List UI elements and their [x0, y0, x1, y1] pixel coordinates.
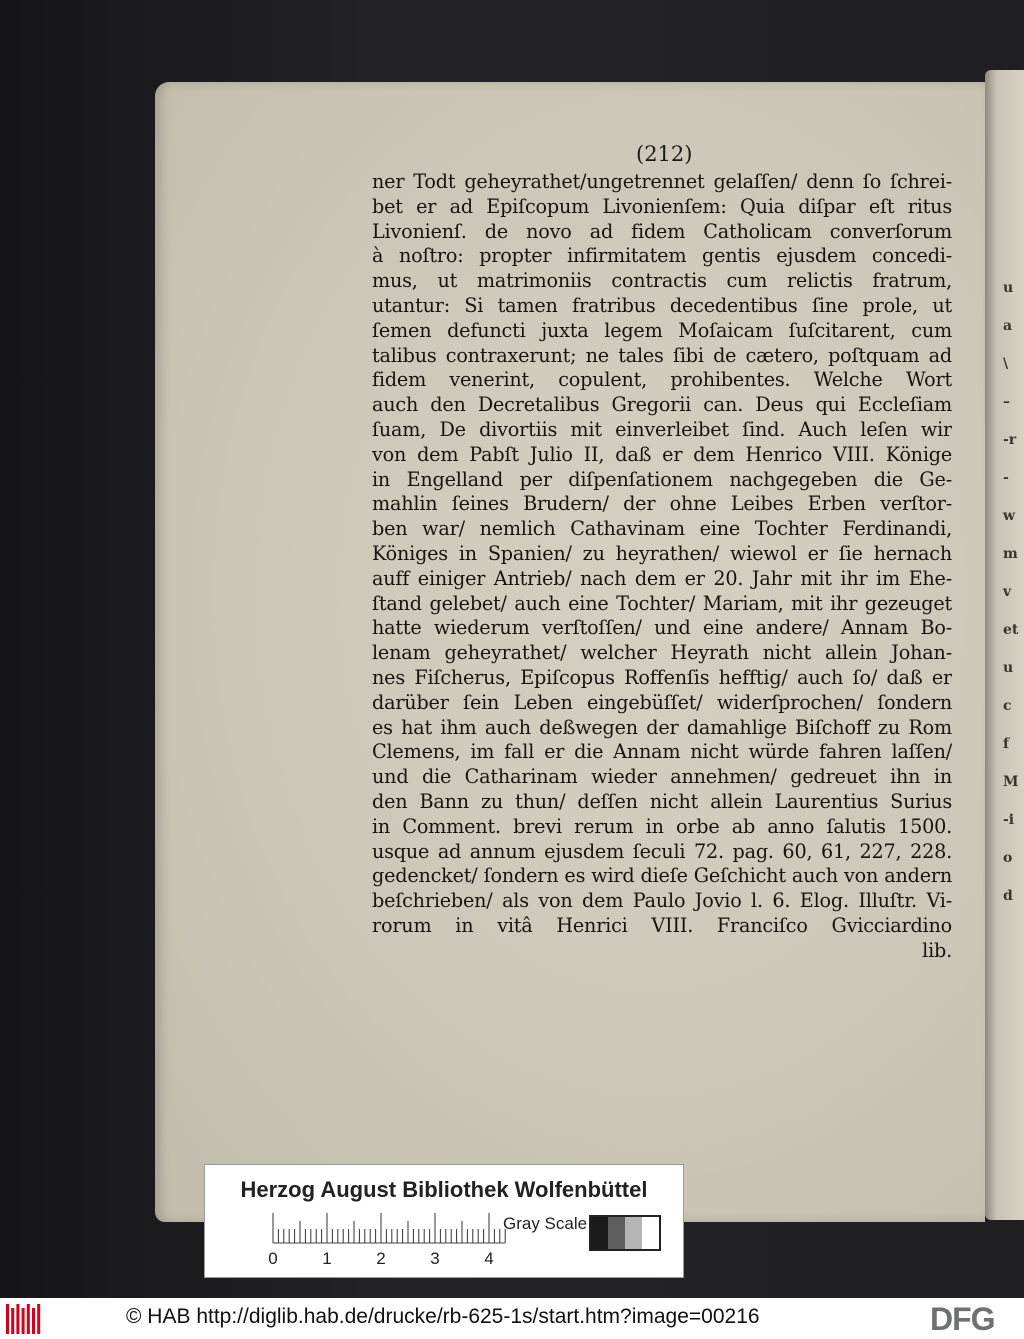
logo-bar [11, 1308, 14, 1334]
next-page-fragment: o [1003, 850, 1013, 866]
logo-bar [16, 1304, 19, 1334]
next-page-fragment: m [1003, 546, 1018, 562]
text-line: hatte wiederum verſtoſſen/ und eine andere/ Annam Bo- [372, 616, 952, 640]
text-line: darüber ſein Leben eingebüſſet/ widerſprochen/ ſondern [372, 690, 952, 714]
text-line: ben war/ nemlich Cathavinam eine Tochter Ferdinandi, [372, 517, 952, 541]
next-page-fragment: v [1003, 584, 1012, 600]
text-line: mahlin ſeines Brudern/ der ohne Leibes Erben verſtor- [372, 492, 952, 516]
logo-bar [32, 1308, 35, 1334]
next-page-fragment: u [1003, 660, 1014, 676]
text-line: mus, ut matrimoniis contractis cum relictis fratrum, [372, 269, 952, 293]
scale-number: 1 [322, 1249, 332, 1268]
logo-bar [6, 1304, 9, 1334]
text-line: à noſtro: propter infirmitatem gentis ejusdem concedi- [372, 244, 952, 268]
next-page-fragment: \ [1003, 356, 1009, 372]
logo-bar [27, 1304, 30, 1334]
gray-scale-swatches [589, 1215, 661, 1251]
text-line: nes Fiſcherus, Epiſcopus Roffenſis hefftig/ auch ſo/ daß er [372, 665, 952, 689]
text-line: ſtand gelebet/ auch eine Tochter/ Mariam, mit ihr gezeuget [372, 591, 952, 615]
text-line: auch den Decretalibus Gregorii can. Deus qui Eccleſiam [372, 393, 952, 417]
next-page-edge [985, 70, 1024, 1220]
page-text [372, 170, 952, 964]
text-line: usque ad annum ejusdem ſeculi 72. pag. 60, 61, 227, 228. [372, 839, 952, 863]
next-page-fragment: f [1003, 736, 1010, 752]
scale-number: 2 [376, 1249, 386, 1268]
text-line: ſemen defuncti juxta legem Moſaicam ſuſcitarent, cum [372, 318, 952, 342]
next-page-fragment: M [1003, 774, 1019, 790]
text-line: in Comment. brevi rerum in orbe ab anno ſalutis 1500. [372, 814, 952, 838]
text-line: es hat ihm auch deßwegen der damahlige Biſchoff zu Rom [372, 715, 952, 739]
logo-bar [22, 1308, 25, 1334]
next-page-fragment: c [1003, 698, 1012, 714]
scale-number: 0 [268, 1249, 278, 1268]
scale-number: 3 [430, 1249, 440, 1268]
scale-ruler-card [204, 1164, 684, 1278]
text-line: ner Todt geheyrathet/ungetrennet gelaſſen/ denn ſo ſchrei- [372, 170, 952, 193]
hab-logo-icon [4, 1304, 44, 1334]
dfg-logo: DFG [930, 1301, 995, 1337]
text-line: gedencket/ ſondern es wird dieſe Geſchicht auch von andern [372, 864, 952, 888]
gray-swatch [625, 1217, 642, 1249]
text-line: Königes in Spanien/ zu heyrathen/ wiewol er ſie hernach [372, 541, 952, 565]
next-page-fragment: w [1003, 508, 1016, 524]
catchword: lib. [922, 938, 952, 962]
text-line: in Engelland per diſpenſationem nachgegeben die Ge- [372, 467, 952, 491]
next-page-fragment: d [1003, 888, 1013, 904]
footer-bar [0, 1298, 1024, 1339]
text-line: Livonienſ. de novo ad fidem Catholicam converſorum [372, 219, 952, 243]
text-line: utantur: Si tamen fratribus decedentibus ſine prole, ut [372, 293, 952, 317]
text-line: beſchrieben/ als von dem Paulo Jovio l. 6. Elog. Illuſtr. Vi- [372, 889, 952, 913]
text-line: ſuam, De divortiis mit einverleibet ſind. Auch leſen wir [372, 417, 952, 441]
text-line: auff einiger Antrieb/ nach dem er 20. Jahr mit ihr im Ehe- [372, 566, 952, 590]
text-line: und die Catharinam wieder annehmen/ gedreuet ihn in [372, 765, 952, 789]
gray-swatch [591, 1217, 608, 1249]
next-page-fragment: -i [1003, 812, 1015, 828]
text-line: rorum in vitâ Henrici VIII. Franciſco Gvicciardino [372, 913, 952, 937]
gray-swatch [608, 1217, 625, 1249]
page-number: (212) [636, 142, 693, 166]
next-page-fragment: et [1003, 622, 1019, 638]
next-page-fragment: -r [1003, 432, 1017, 448]
text-line: von dem Pabſt Julio II, daß er dem Henrico VIII. Könige [372, 442, 952, 466]
text-line: den Bann zu thun/ deſſen nicht allein Laurentius Surius [372, 789, 952, 813]
gray-swatch [642, 1217, 659, 1249]
logo-bar [37, 1304, 40, 1334]
next-page-fragment: – [1003, 394, 1010, 410]
text-line: fidem venerint, copulent, prohibentes. Welche Wort [372, 368, 952, 392]
next-page-fragment: a [1003, 318, 1013, 334]
next-page-fragment: u [1003, 280, 1014, 296]
next-page-fragment: - [1003, 470, 1009, 486]
copyright-link[interactable]: © HAB http://diglib.hab.de/drucke/rb-625-1s/start.htm?image=00216 [126, 1305, 760, 1328]
scale-number: 4 [484, 1249, 494, 1268]
text-line: talibus contraxerunt; ne tales ſibi de cætero, poſtquam ad [372, 343, 952, 367]
library-name: Herzog August Bibliothek Wolfenbüttel [240, 1177, 648, 1202]
gray-scale-label: Gray Scale [503, 1214, 588, 1233]
text-line: bet er ad Epiſcopum Livonienſem: Quia diſpar eſt ritus [372, 194, 952, 218]
text-line: Clemens, im fall er die Annam nicht würde fahren laſſen/ [372, 740, 952, 764]
text-line: lenam geheyrathet/ welcher Heyrath nicht allein Johan- [372, 641, 952, 665]
